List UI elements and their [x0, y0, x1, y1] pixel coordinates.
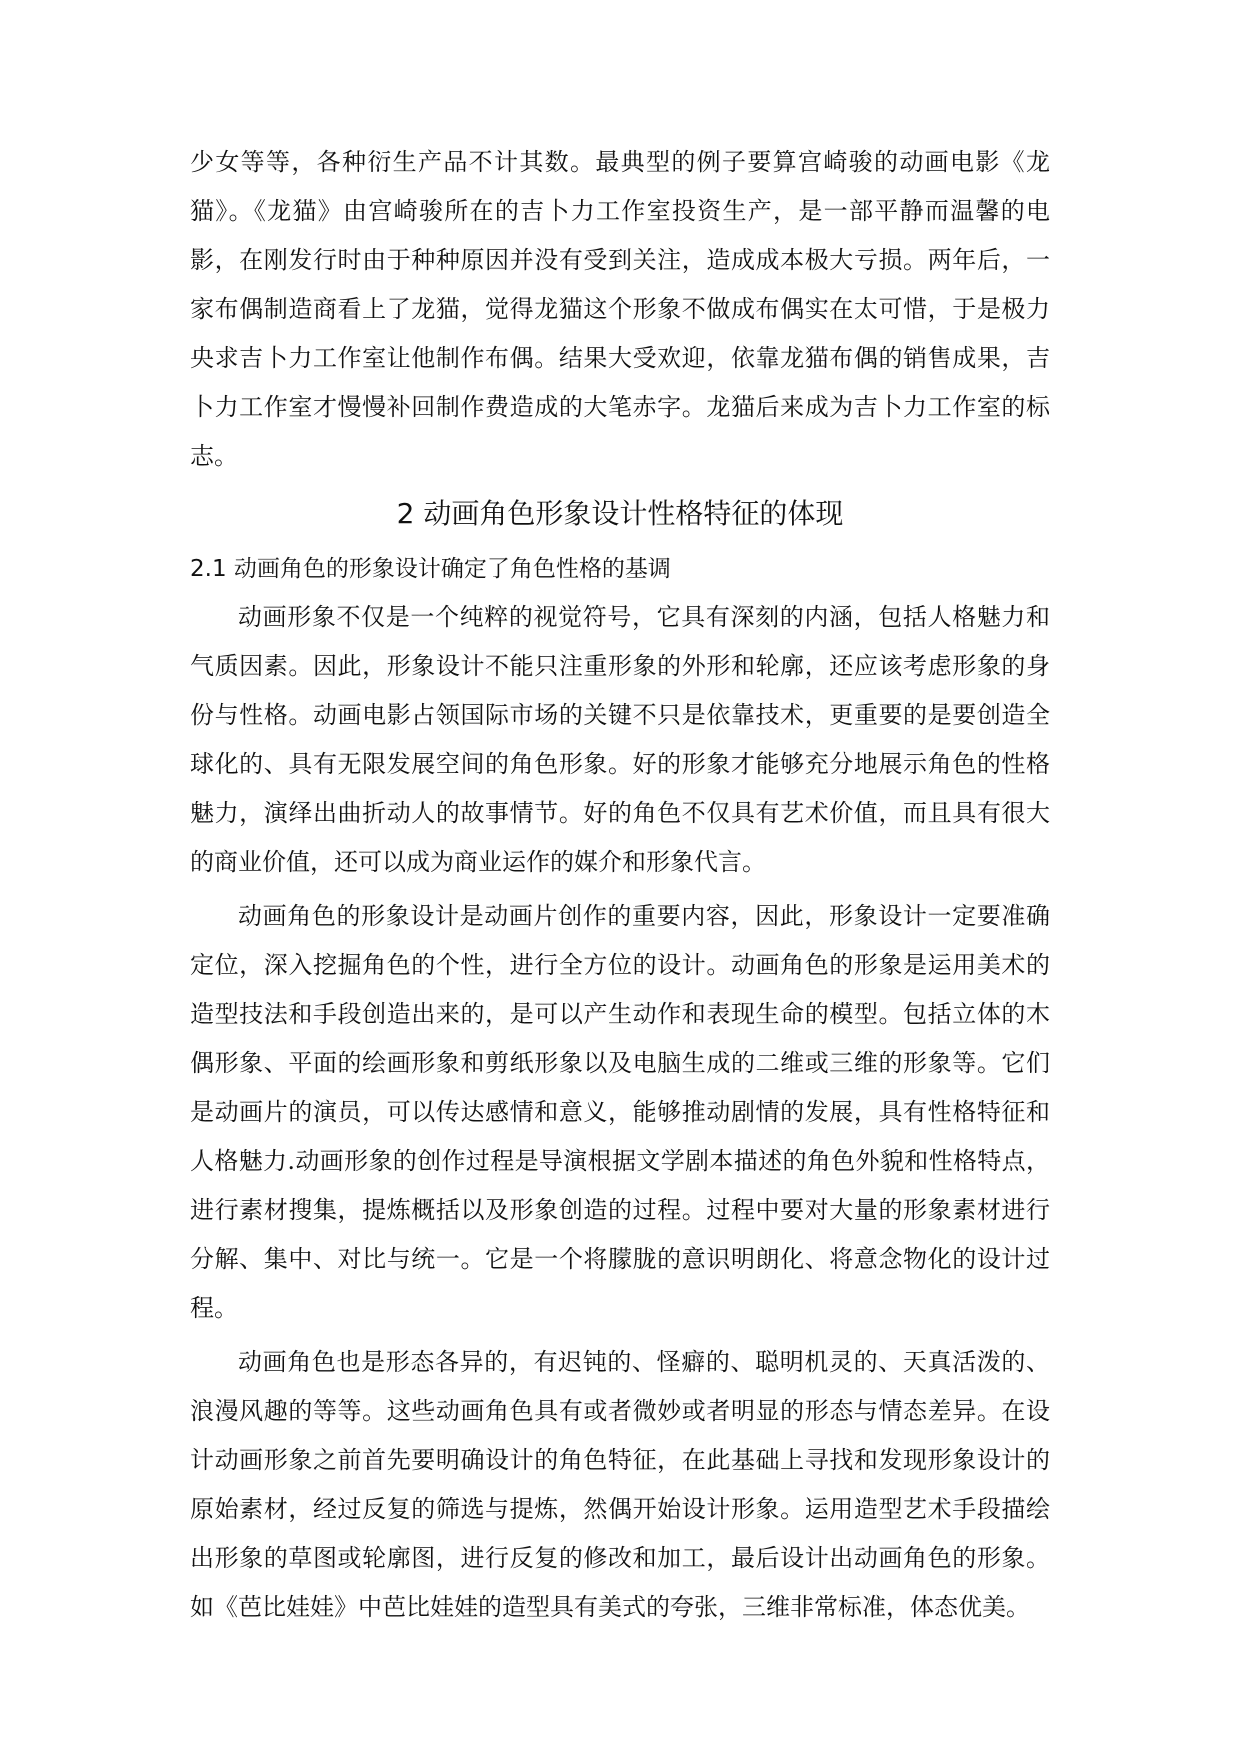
- document-page: [190, 138, 1050, 1632]
- section-heading: 2 动画角色形象设计性格特征的体现: [396, 497, 844, 530]
- body-paragraph: 动画形象不仅是一个纯粹的视觉符号，它具有深刻的内涵，包括人格魅力和气质因素。因此，形象设计不能只注重形象的外形和轮廓，还应该考虑形象的身份与性格。动画电影占领国际市场的关键不只是依靠技术，更重要的是要创造全球化的、具有无限发展空间的角色形象。好的形象才能够充分地展示角色的性格魅力，演绎出曲折动人的故事情节。好的角色不仅具有艺术价值，而且具有很大的商业价值，还可以成为商业运作的媒介和形象代言。: [190, 603, 1050, 876]
- continued-paragraph: 少女等等，各种衍生产品不计其数。最典型的例子要算宫崎骏的动画电影《龙猫》。《龙猫》由宫崎骏所在的吉卜力工作室投资生产，是一部平静而温馨的电影，在刚发行时由于种种原因并没有受到关注，造成成本极大亏损。两年后，一家布偶制造商看上了龙猫，觉得龙猫这个形象不做成布偶实在太可惜，于是极力央求吉卜力工作室让他制作布偶。结果大受欢迎，依靠龙猫布偶的销售成果，吉卜力工作室才慢慢补回制作费造成的大笔赤字。龙猫后来成为吉卜力工作室的标志。: [190, 148, 1050, 470]
- body-paragraph: 动画角色的形象设计是动画片创作的重要内容，因此，形象设计一定要准确定位，深入挖掘角色的个性，进行全方位的设计。动画角色的形象是运用美术的造型技法和手段创造出来的，是可以产生动作和表现生命的模型。包括立体的木偶形象、平面的绘画形象和剪纸形象以及电脑生成的二维或三维的形象等。它们是动画片的演员，可以传达感情和意义，能够推动剧情的发展，具有性格特征和人格魅力.动画形象的创作过程是导演根据文学剧本描述的角色外貌和性格特点，进行素材搜集，提炼概括以及形象创造的过程。过程中要对大量的形象素材进行分解、集中、对比与统一。它是一个将朦胧的意识明朗化、将意念物化的设计过程。: [190, 902, 1050, 1322]
- subsection-heading: 2.1 动画角色的形象设计确定了角色性格的基调: [190, 556, 671, 582]
- body-paragraph: 动画角色也是形态各异的，有迟钝的、怪癖的、聪明机灵的、天真活泼的、浪漫风趣的等等。这些动画角色具有或者微妙或者明显的形态与情态差异。在设计动画形象之前首先要明确设计的角色特征，在此基础上寻找和发现形象设计的原始素材，经过反复的筛选与提炼，然偶开始设计形象。运用造型艺术手段描绘出形象的草图或轮廓图，进行反复的修改和加工，最后设计出动画角色的形象。如《芭比娃娃》中芭比娃娃的造型具有美式的夸张，三维非常标准，体态优美。: [190, 1348, 1050, 1621]
